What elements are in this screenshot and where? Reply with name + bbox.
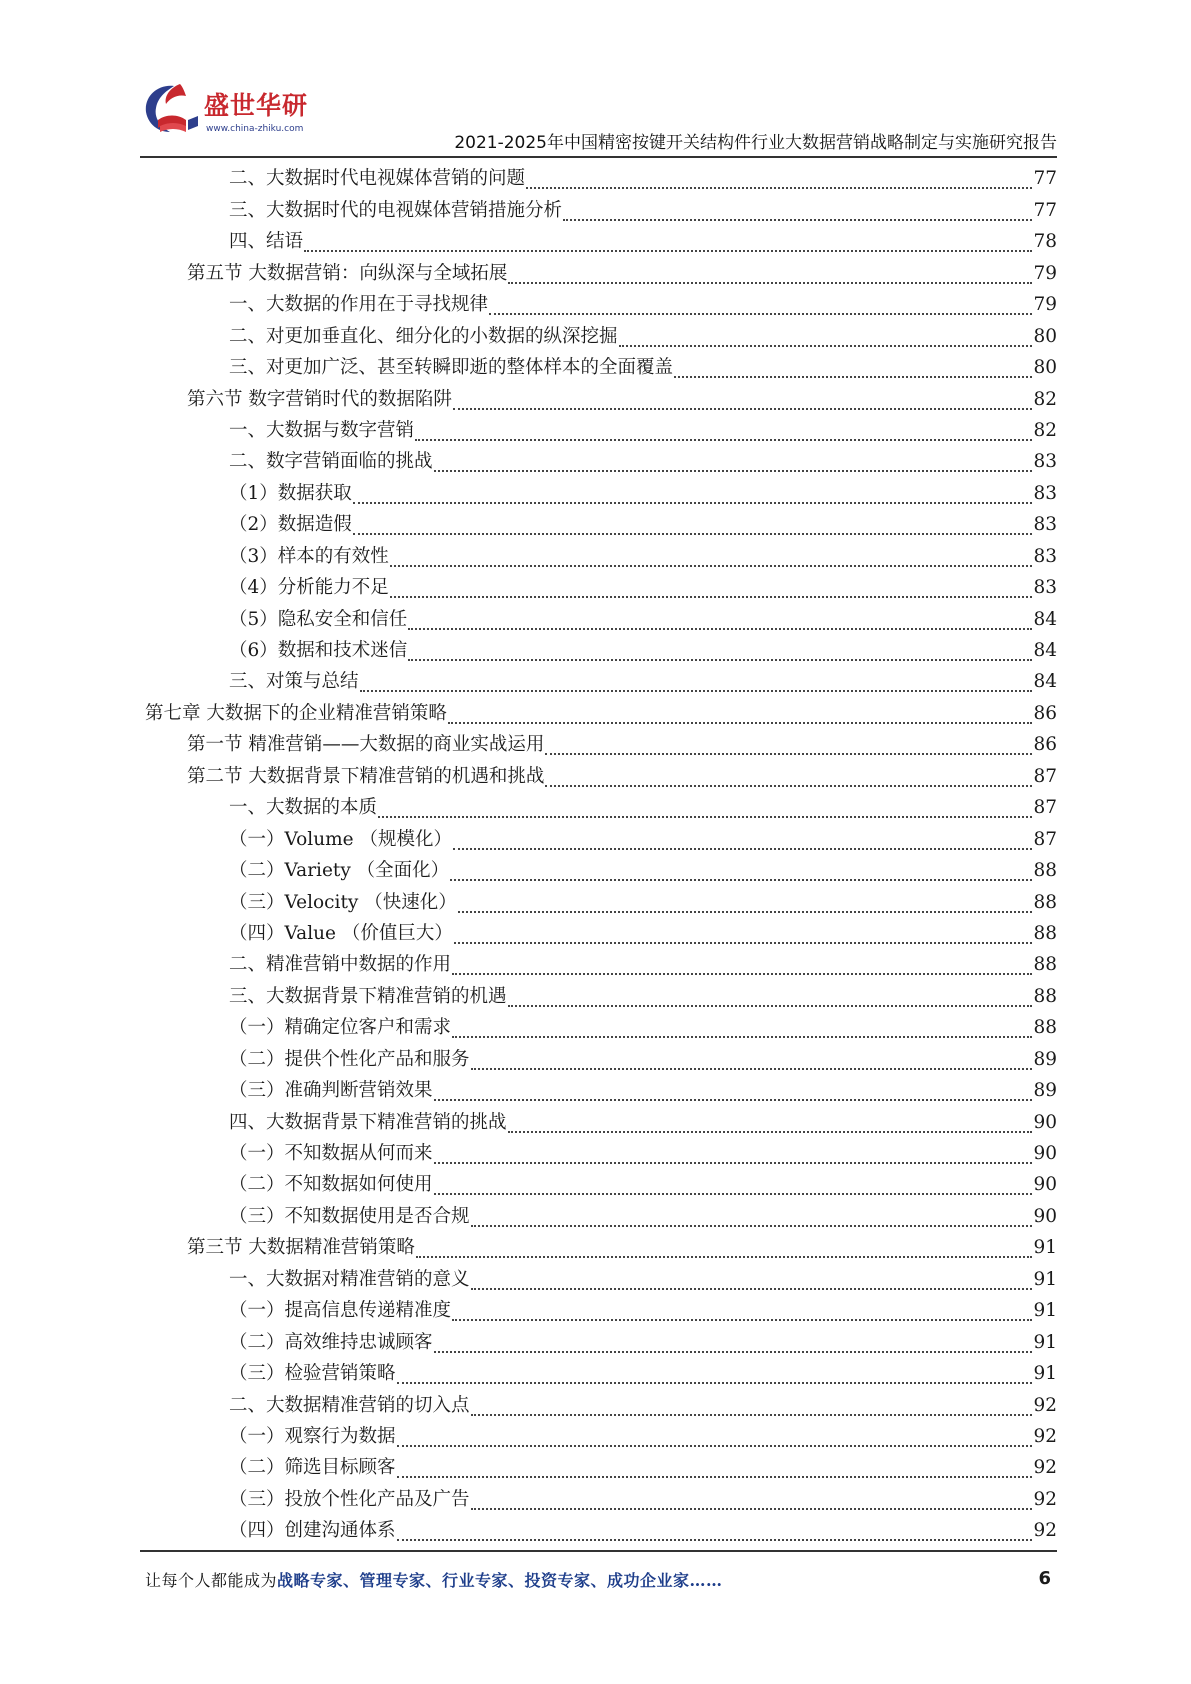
toc-entry-page: 89 — [1033, 1048, 1057, 1070]
toc-dot-leader — [674, 354, 1032, 378]
footer-divider — [140, 1550, 1057, 1552]
toc-dot-leader — [408, 637, 1032, 661]
toc-entry[interactable] — [140, 917, 1057, 948]
toc-entry-page: 83 — [1033, 577, 1057, 599]
toc-entry-page: 90 — [1033, 1174, 1057, 1196]
toc-entry-page: 88 — [1033, 860, 1057, 882]
toc-entry[interactable] — [140, 948, 1057, 979]
toc-dot-leader — [471, 1266, 1033, 1290]
toc-entry[interactable] — [140, 791, 1057, 822]
toc-dot-leader — [471, 1046, 1033, 1070]
toc-entry-title: 三、大数据时代的电视媒体营销措施分析 — [229, 199, 563, 221]
toc-dot-leader — [378, 794, 1032, 818]
toc-entry-title: （5）隐私安全和信任 — [229, 608, 408, 630]
toc-entry-page: 90 — [1033, 1143, 1057, 1164]
toc-dot-leader — [397, 1360, 1033, 1384]
toc-entry-title: （2）数据造假 — [229, 514, 352, 536]
toc-entry[interactable] — [140, 1074, 1057, 1105]
toc-entry-title: 第七章 大数据下的企业精准营销策略 — [145, 702, 447, 724]
toc-dot-leader — [353, 480, 1033, 504]
toc-dot-leader — [450, 857, 1032, 881]
toc-entry-page: 83 — [1033, 514, 1057, 536]
toc-entry-title: 一、大数据对精准营销的意义 — [229, 1268, 470, 1290]
toc-entry[interactable] — [140, 193, 1057, 224]
toc-dot-leader — [397, 1454, 1033, 1478]
toc-entry-title: 三、对更加广泛、甚至转瞬即逝的整体样本的全面覆盖 — [229, 357, 674, 379]
toc-entry-page: 92 — [1033, 1520, 1057, 1542]
toc-entry[interactable] — [140, 414, 1057, 445]
toc-entry-page: 88 — [1033, 985, 1057, 1007]
toc-entry[interactable] — [140, 1231, 1057, 1262]
toc-entry-page: 79 — [1033, 262, 1057, 284]
toc-dot-leader — [619, 323, 1033, 347]
toc-entry[interactable] — [140, 1357, 1057, 1388]
toc-dot-leader — [408, 606, 1032, 630]
toc-entry[interactable] — [140, 1388, 1057, 1419]
toc-entry-title: 三、大数据背景下精准营销的机遇 — [229, 985, 507, 1007]
toc-dot-leader — [545, 763, 1032, 787]
footer-slogan — [145, 1568, 723, 1591]
toc-entry-title: （6）数据和技术迷信 — [229, 640, 408, 661]
toc-entry-page: 87 — [1033, 765, 1057, 787]
toc-dot-leader — [390, 543, 1033, 567]
toc-entry-title: （一）不知数据从何而来 — [229, 1143, 433, 1164]
toc-entry-page: 91 — [1033, 1300, 1057, 1322]
toc-entry-title: 二、大数据精准营销的切入点 — [229, 1394, 470, 1416]
toc-entry[interactable] — [140, 759, 1057, 790]
toc-entry-page: 91 — [1033, 1237, 1057, 1259]
table-of-contents — [140, 162, 1057, 1545]
toc-entry-page: 84 — [1033, 671, 1057, 693]
toc-entry-page: 78 — [1033, 231, 1057, 253]
toc-dot-leader — [448, 700, 1033, 724]
toc-dot-leader — [397, 1517, 1033, 1541]
toc-dot-leader — [434, 1171, 1033, 1195]
toc-entry-page: 92 — [1033, 1425, 1057, 1447]
toc-entry-title: 二、精准营销中数据的作用 — [229, 954, 452, 976]
toc-entry-title: （一）Volume （规模化） — [229, 828, 453, 850]
toc-entry[interactable] — [140, 854, 1057, 885]
toc-dot-leader — [458, 889, 1033, 913]
toc-entry-title: （三）检验营销策略 — [229, 1363, 396, 1385]
toc-entry-page: 83 — [1033, 451, 1057, 473]
toc-entry-title: （一）提高信息传递精准度 — [229, 1300, 452, 1322]
toc-entry-page: 88 — [1033, 954, 1057, 976]
toc-entry[interactable] — [140, 696, 1057, 727]
toc-entry[interactable] — [140, 1420, 1057, 1451]
toc-entry-page: 86 — [1033, 702, 1057, 724]
toc-entry-page: 87 — [1033, 828, 1057, 850]
toc-entry[interactable] — [140, 1137, 1057, 1168]
toc-dot-leader — [526, 165, 1032, 189]
toc-entry-title: 一、大数据与数字营销 — [229, 419, 415, 441]
toc-entry-title: 第一节 精准营销——大数据的商业实战运用 — [187, 734, 545, 756]
toc-entry-title: （二）Variety （全面化） — [229, 860, 450, 882]
toc-dot-leader — [471, 1203, 1033, 1227]
toc-entry[interactable] — [140, 162, 1057, 193]
toc-dot-leader — [452, 951, 1032, 975]
header-divider — [140, 156, 1057, 158]
toc-dot-leader — [453, 826, 1032, 850]
toc-entry[interactable] — [140, 1262, 1057, 1293]
toc-entry-page: 90 — [1033, 1111, 1057, 1133]
toc-dot-leader — [434, 1329, 1033, 1353]
toc-entry-title: 四、大数据背景下精准营销的挑战 — [229, 1111, 507, 1133]
toc-entry[interactable] — [140, 1294, 1057, 1325]
toc-entry-page: 89 — [1033, 1080, 1057, 1102]
toc-entry[interactable] — [140, 1451, 1057, 1482]
footer-slogan-highlight: 战略专家、管理专家、行业专家、投资专家、成功企业家…… — [277, 1571, 723, 1590]
toc-entry[interactable] — [140, 822, 1057, 853]
toc-entry-page: 83 — [1033, 482, 1057, 504]
toc-entry-title: （四）Value （价值巨大） — [229, 922, 453, 944]
toc-entry[interactable] — [140, 508, 1057, 539]
toc-entry[interactable] — [140, 728, 1057, 759]
toc-entry-page: 87 — [1033, 797, 1057, 819]
toc-entry-page: 80 — [1033, 357, 1057, 379]
page-number: 6 — [1038, 1568, 1051, 1589]
toc-dot-leader — [452, 1297, 1032, 1321]
toc-entry-page: 92 — [1033, 1394, 1057, 1416]
toc-dot-leader — [304, 228, 1032, 252]
toc-entry[interactable] — [140, 1105, 1057, 1136]
toc-entry-page: 91 — [1033, 1268, 1057, 1290]
toc-entry-title: 第五节 大数据营销：向纵深与全域拓展 — [187, 262, 508, 284]
toc-entry[interactable] — [140, 445, 1057, 476]
toc-dot-leader — [434, 1077, 1033, 1101]
toc-dot-leader — [434, 1140, 1033, 1164]
toc-entry[interactable] — [140, 1325, 1057, 1356]
toc-entry-title: （三）不知数据使用是否合规 — [229, 1205, 470, 1227]
toc-entry-title: 二、对更加垂直化、细分化的小数据的纵深挖掘 — [229, 325, 618, 347]
toc-entry-page: 77 — [1033, 199, 1057, 221]
toc-entry-title: 三、对策与总结 — [229, 671, 359, 693]
page-footer — [140, 1568, 1057, 1594]
toc-entry[interactable] — [140, 571, 1057, 602]
toc-entry-title: 二、数字营销面临的挑战 — [229, 451, 433, 473]
toc-dot-leader — [416, 1234, 1033, 1258]
toc-dot-leader — [397, 1423, 1033, 1447]
toc-dot-leader — [508, 260, 1032, 284]
toc-entry-title: （四）创建沟通体系 — [229, 1520, 396, 1542]
toc-entry-title: 四、结语 — [229, 231, 304, 253]
toc-entry[interactable] — [140, 476, 1057, 507]
toc-entry[interactable] — [140, 319, 1057, 350]
toc-entry-page: 90 — [1033, 1205, 1057, 1227]
toc-entry-title: （3）样本的有效性 — [229, 545, 389, 567]
toc-dot-leader — [390, 574, 1033, 598]
toc-entry-page: 88 — [1033, 1017, 1057, 1039]
toc-entry-page: 92 — [1033, 1488, 1057, 1510]
toc-dot-leader — [471, 1392, 1033, 1416]
toc-entry-page: 80 — [1033, 325, 1057, 347]
toc-entry[interactable] — [140, 634, 1057, 665]
toc-entry[interactable] — [140, 351, 1057, 382]
toc-dot-leader — [508, 983, 1033, 1007]
toc-entry-title: 第二节 大数据背景下精准营销的机遇和挑战 — [187, 765, 545, 787]
toc-entry-page: 84 — [1033, 640, 1057, 661]
toc-dot-leader — [415, 417, 1032, 441]
toc-entry-page: 82 — [1033, 388, 1057, 410]
toc-entry[interactable] — [140, 1482, 1057, 1513]
toc-entry-page: 88 — [1033, 922, 1057, 944]
toc-dot-leader — [360, 668, 1033, 692]
toc-entry-page: 88 — [1033, 891, 1057, 913]
company-logo — [140, 80, 340, 146]
logo-url: www.china-zhiku.com — [206, 124, 304, 134]
toc-entry-title: （三）投放个性化产品及广告 — [229, 1488, 470, 1510]
toc-entry-title: （一）观察行为数据 — [229, 1425, 396, 1447]
toc-entry-title: 二、大数据时代电视媒体营销的问题 — [229, 168, 526, 190]
toc-entry[interactable] — [140, 885, 1057, 916]
toc-entry-page: 91 — [1033, 1331, 1057, 1353]
logo-emblem-icon — [140, 80, 204, 142]
toc-entry-title: （二）高效维持忠诚顾客 — [229, 1331, 433, 1353]
toc-dot-leader — [453, 386, 1033, 410]
toc-dot-leader — [471, 1486, 1033, 1510]
toc-entry[interactable] — [140, 288, 1057, 319]
toc-entry-title: （三）Velocity （快速化） — [229, 891, 457, 913]
toc-entry-page: 84 — [1033, 608, 1057, 630]
toc-dot-leader — [489, 291, 1032, 315]
toc-dot-leader — [454, 920, 1033, 944]
toc-entry[interactable] — [140, 1514, 1057, 1545]
toc-entry-title: （4）分析能力不足 — [229, 577, 389, 599]
toc-entry-page: 77 — [1033, 168, 1057, 190]
toc-entry[interactable] — [140, 382, 1057, 413]
toc-dot-leader — [545, 731, 1032, 755]
toc-entry[interactable] — [140, 539, 1057, 570]
toc-entry-page: 79 — [1033, 294, 1057, 316]
toc-entry-page: 86 — [1033, 734, 1057, 756]
toc-dot-leader — [434, 448, 1033, 472]
toc-entry[interactable] — [140, 225, 1057, 256]
toc-entry-title: 第六节 数字营销时代的数据陷阱 — [187, 388, 452, 410]
toc-entry[interactable] — [140, 1011, 1057, 1042]
toc-entry-title: 一、大数据的作用在于寻找规律 — [229, 294, 489, 316]
toc-entry[interactable] — [140, 665, 1057, 696]
report-title: 2021-2025年中国精密按键开关结构件行业大数据营销战略制定与实施研究报告 — [454, 133, 1057, 153]
toc-entry-page: 82 — [1033, 419, 1057, 441]
toc-entry-page: 83 — [1033, 545, 1057, 567]
toc-entry[interactable] — [140, 1199, 1057, 1230]
toc-entry[interactable] — [140, 979, 1057, 1010]
toc-entry-title: （二）不知数据如何使用 — [229, 1174, 433, 1196]
toc-entry-title: （二）提供个性化产品和服务 — [229, 1048, 470, 1070]
page-header — [140, 80, 1057, 158]
toc-entry[interactable] — [140, 602, 1057, 633]
toc-entry-title: （三）准确判断营销效果 — [229, 1080, 433, 1102]
toc-entry[interactable] — [140, 1042, 1057, 1073]
logo-name: 盛世华研 — [204, 91, 309, 120]
toc-entry-title: （一）精确定位客户和需求 — [229, 1017, 452, 1039]
toc-dot-leader — [452, 1014, 1032, 1038]
toc-entry[interactable] — [140, 256, 1057, 287]
toc-entry-page: 92 — [1033, 1457, 1057, 1479]
toc-dot-leader — [353, 511, 1033, 535]
toc-dot-leader — [563, 197, 1032, 221]
toc-entry-title: 第三节 大数据精准营销策略 — [187, 1237, 415, 1259]
toc-entry-page: 91 — [1033, 1363, 1057, 1385]
toc-entry-title: （二）筛选目标顾客 — [229, 1457, 396, 1479]
toc-entry-title: 一、大数据的本质 — [229, 797, 378, 819]
toc-dot-leader — [508, 1109, 1033, 1133]
toc-entry-title: （1）数据获取 — [229, 482, 352, 504]
toc-entry[interactable] — [140, 1168, 1057, 1199]
footer-slogan-prefix: 让每个人都能成为 — [145, 1571, 278, 1590]
